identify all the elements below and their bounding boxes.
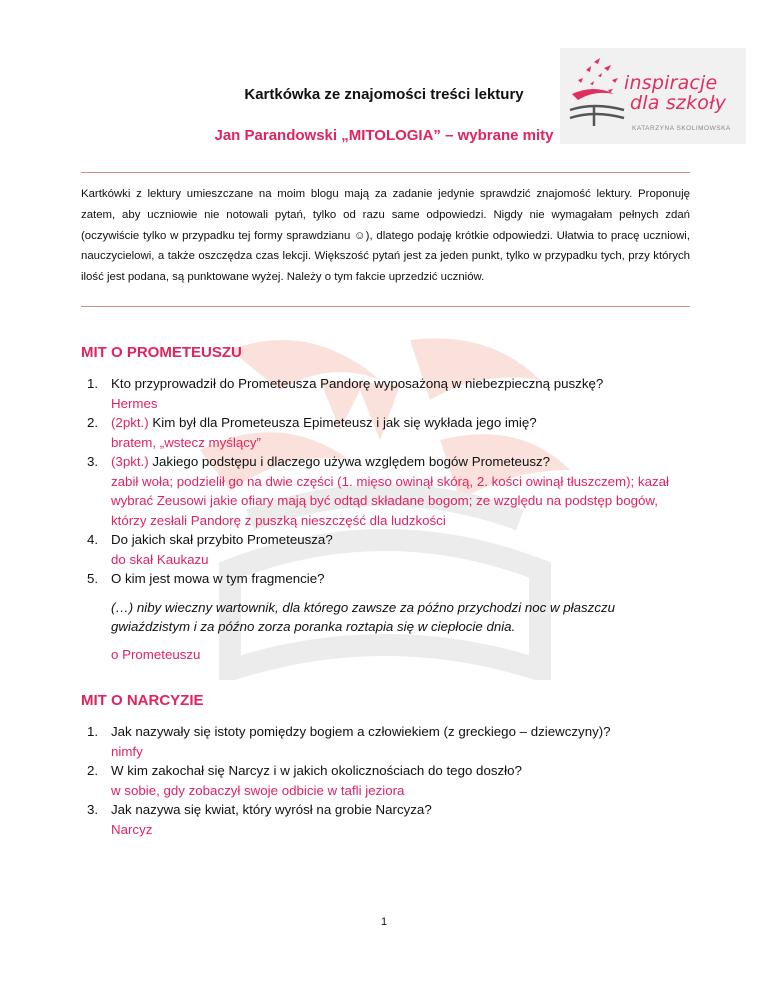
question-item bbox=[87, 569, 691, 664]
page-number: 1 bbox=[380, 916, 388, 928]
question-number: 5. bbox=[87, 571, 99, 586]
question-answer: w sobie, gdy zobaczył swoje odbicie w tafli jeziora bbox=[111, 782, 405, 798]
question-text: O kim jest mowa w tym fragmencie? bbox=[111, 571, 325, 586]
question-item bbox=[87, 452, 691, 530]
question-answer: zabił woła; podzielił go na dwie części (1. mięso owinął skórą, 2. kości owinął tłuszczem); kazał wybrać Zeusowi jakie ofiary mają być odtąd składane bogom; ze względu na podstęp bogów, którzy zesłali Pandorę z puszką nieszczęść dla ludzkości bbox=[111, 473, 669, 528]
question-text: Do jakich skał przybito Prometeusza? bbox=[111, 532, 333, 547]
section-heading-narcyz: MIT O NARCYZIE bbox=[81, 692, 204, 709]
question-text: Jak nazywa się kwiat, który wyrósł na grobie Narcyza? bbox=[111, 802, 432, 817]
question-answer: Narcyz bbox=[111, 821, 153, 837]
question-item bbox=[87, 530, 691, 569]
question-item bbox=[87, 722, 691, 761]
question-number: 2. bbox=[87, 415, 99, 430]
logo-author: KATARZYNA SKOLIMOWSKA bbox=[632, 125, 731, 132]
question-number: 4. bbox=[87, 532, 99, 547]
question-item bbox=[87, 761, 691, 800]
question-item bbox=[87, 413, 691, 452]
intro-paragraph: Kartkówki z lektury umieszczane na moim blogu mają za zadanie jedynie sprawdzić znajomość lektury. Proponuję zatem, aby uczniowie nie notowali pytań, tylko od razu same odpowiedzi. Nigdy nie wymagałam pełnych zdań (oczywiście tylko w przypadku tej formy sprawdzianu ☺), dlatego podaję krótkie odpowiedzi. Ułatwia to pracę uczniowi, nauczycielowi, a także oszczędza czas lekcji. Większość pytań jest za jeden punkt, tylko w przypadku tych, przy których ilość jest podana, są punktowane wyżej. Należy o tym fakcie uprzedzić uczniów. bbox=[81, 188, 690, 284]
question-points: (2pkt.) bbox=[111, 415, 149, 430]
question-answer: do skał Kaukazu bbox=[111, 551, 209, 567]
question-text: W kim zakochał się Narcyz i w jakich okolicznościach do tego doszło? bbox=[111, 763, 522, 778]
question-number: 3. bbox=[87, 454, 99, 469]
question-text bbox=[111, 413, 691, 433]
document-subtitle: Jan Parandowski „MITOLOGIA” – wybrane mity bbox=[214, 127, 554, 144]
question-quote: (…) niby wieczny wartownik, dla którego zawsze za późno przychodzi noc w płaszczu gwiaździstym i za późno zorza poranka roztapia się w ciepłocie dnia. bbox=[111, 599, 616, 634]
question-answer: Hermes bbox=[111, 395, 158, 411]
question-points: (3pkt.) bbox=[111, 454, 149, 469]
logo-text-line1: inspiracje bbox=[624, 72, 718, 94]
question-body: Kim był dla Prometeusza Epimeteusz i jak się wykłada jego imię? bbox=[148, 415, 537, 430]
document-title: Kartkówka ze znajomości treści lektury bbox=[244, 86, 524, 103]
question-number: 1. bbox=[87, 376, 99, 391]
question-body: Jakiego podstępu i dlaczego używa względem bogów Prometeusz? bbox=[148, 454, 551, 469]
logo-text-line2: dla szkoły bbox=[630, 92, 727, 114]
question-text bbox=[111, 452, 691, 472]
question-item bbox=[87, 374, 691, 413]
question-text: Jak nazywały się istoty pomiędzy bogiem a człowiekiem (z greckiego – dziewczyny)? bbox=[111, 724, 611, 739]
divider-top bbox=[81, 172, 690, 173]
question-answer: bratem, „wstecz myślący” bbox=[111, 434, 261, 450]
question-item bbox=[87, 800, 691, 839]
question-text: Kto przyprowadził do Prometeusza Pandorę wyposażoną w niebezpieczną puszkę? bbox=[111, 376, 604, 391]
question-answer: o Prometeuszu bbox=[111, 646, 201, 662]
question-answer: nimfy bbox=[111, 743, 143, 759]
question-number: 3. bbox=[87, 802, 99, 817]
divider-bottom bbox=[81, 306, 690, 307]
question-number: 1. bbox=[87, 724, 99, 739]
question-number: 2. bbox=[87, 763, 99, 778]
section-heading-prometeusz: MIT O PROMETEUSZU bbox=[81, 344, 242, 361]
